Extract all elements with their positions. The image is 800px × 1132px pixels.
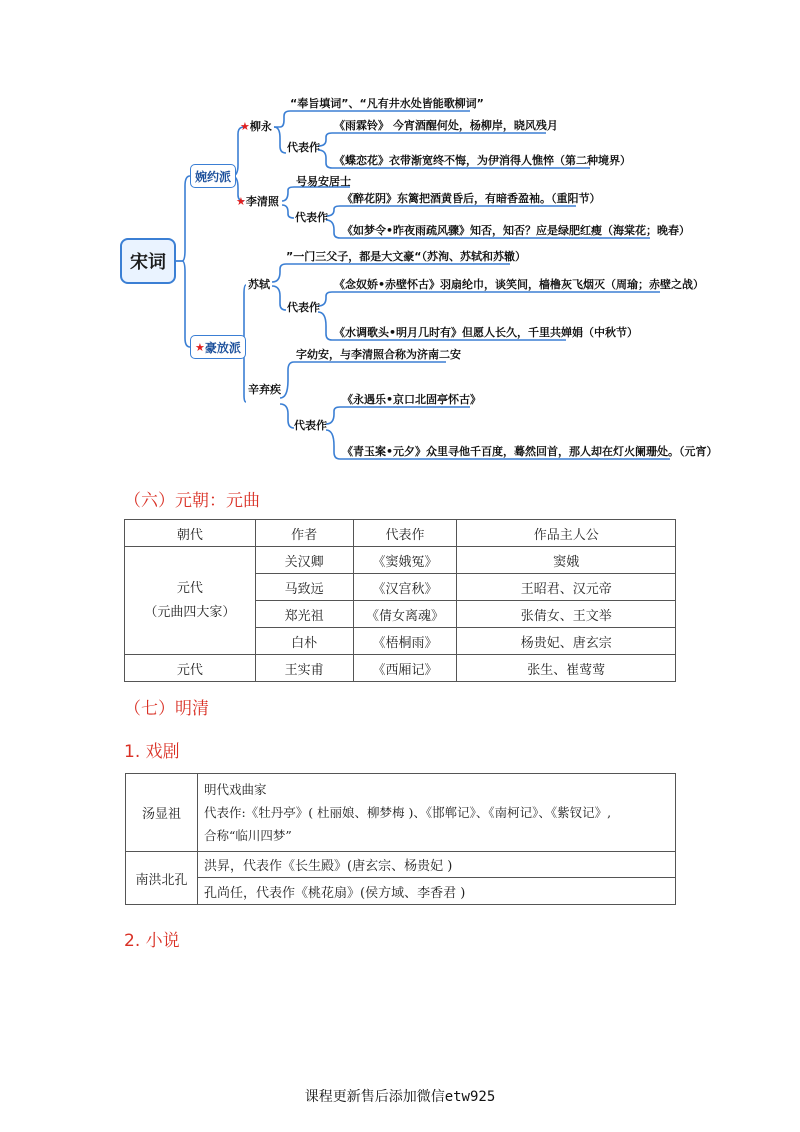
tang-name-cell: 汤显祖 [126, 774, 198, 852]
star-icon: ★ [240, 120, 250, 133]
star-icon: ★ [236, 195, 246, 208]
liuyong-work-1: 《雨霖铃》 今宵酒醒何处，杨柳岸，晓风残月 [334, 119, 558, 132]
work-cell: 《倩女离魂》 [353, 601, 457, 628]
node-wanyue-school [190, 164, 236, 188]
liqingzhao-rep-label: 代表作 [295, 211, 328, 224]
xinqiji-work-2: 《青玉案•元夕》众里寻他千百度，蓦然回首，那人却在灯火阑珊处。（元宵） [342, 445, 718, 458]
section7-heading: （七）明清 [124, 699, 209, 719]
liuyong-note: “奉旨填词”、“凡有井水处皆能歌柳词” [290, 97, 484, 110]
header-work: 代表作 [353, 520, 457, 547]
header-author: 作者 [255, 520, 353, 547]
section6-heading: （六）元朝：元曲 [124, 491, 260, 511]
node-liuyong [240, 120, 272, 134]
liqingzhao-name: 李清照 [245, 195, 279, 208]
root-node-songci: 宋词 [120, 238, 176, 284]
drama-table [125, 773, 676, 905]
group-note: （元曲四大家） [144, 604, 236, 620]
author-cell: 王实甫 [255, 655, 353, 682]
table-row [126, 878, 676, 905]
song-ci-mindmap [0, 0, 800, 470]
xinqiji-work-1: 《永遇乐•京口北固亭怀古》 [342, 393, 482, 406]
yuan-qu-table [124, 519, 676, 682]
novel-heading: 2. 小说 [124, 931, 180, 951]
footer-note: 课程更新售后添加微信etw925 [304, 1089, 496, 1105]
work-cell: 《梧桐雨》 [353, 628, 457, 655]
wanyue-label: 婉约派 [195, 169, 232, 184]
header-protagonist: 作品主人公 [457, 520, 676, 547]
group-dynasty-cell [125, 547, 256, 655]
table-row [126, 774, 676, 852]
sushi-note: ”一门三父子，都是大文豪“（苏洵、苏轼和苏辙） [286, 250, 526, 263]
node-sushi: 苏轼 [248, 278, 270, 291]
drama-heading: 1. 戏剧 [124, 742, 180, 762]
liuyong-name: 柳永 [249, 120, 272, 133]
tang-line-2: 代表作:《牡丹亭》( 杜丽娘、柳梦梅 )、《邯郸记》、《南柯记》、《紫钗记》, [204, 805, 612, 820]
liqingzhao-work-2: 《如梦令•昨夜雨疏风骤》知否，知否？应是绿肥红瘦（海棠花；晚春） [342, 224, 691, 237]
node-xinqiji: 辛弃疾 [248, 383, 281, 396]
table-header-row [125, 520, 676, 547]
sushi-rep-label: 代表作 [287, 301, 320, 314]
star-icon: ★ [195, 340, 205, 354]
nanhong-name-cell: 南洪北孔 [126, 852, 198, 905]
author-cell: 关汉卿 [255, 547, 353, 574]
dynasty-cell: 元代 [125, 655, 256, 682]
sushi-work-2: 《水调歌头•明月几时有》但愿人长久，千里共婵娟（中秋节） [334, 326, 639, 339]
table-row [126, 852, 676, 878]
nanhong-line-2: 孔尚任，代表作《桃花扇》(侯方域、李香君 ) [198, 878, 676, 905]
liqingzhao-work-1: 《醉花阴》东篱把酒黄昏后，有暗香盈袖。（重阳节） [342, 192, 601, 205]
liuyong-work-2: 《蝶恋花》衣带渐宽终不悔，为伊消得人憔悴（第二种境界） [334, 154, 631, 167]
protagonist-cell: 张倩女、王文举 [457, 601, 676, 628]
protagonist-cell: 张生、崔莺莺 [457, 655, 676, 682]
xinqiji-note: 字幼安，与李清照合称为济南二安 [296, 348, 461, 361]
table-row [125, 655, 676, 682]
author-cell: 白朴 [255, 628, 353, 655]
node-liqingzhao [236, 195, 279, 209]
tang-line-3: 合称“临川四梦” [204, 828, 292, 843]
table-row [125, 547, 676, 574]
liuyong-rep-label: 代表作 [287, 141, 320, 154]
protagonist-cell: 王昭君、汉元帝 [457, 574, 676, 601]
work-cell: 《汉宫秋》 [353, 574, 457, 601]
work-cell: 《窦娥冤》 [353, 547, 457, 574]
liqingzhao-note: 号易安居士 [296, 175, 351, 188]
header-dynasty: 朝代 [125, 520, 256, 547]
protagonist-cell: 窦娥 [457, 547, 676, 574]
haofang-label: 豪放派 [204, 340, 241, 355]
author-cell: 马致远 [255, 574, 353, 601]
nanhong-line-1: 洪昇，代表作《长生殿》(唐玄宗、杨贵妃 ) [198, 852, 676, 878]
node-haofang-school [190, 335, 246, 359]
author-cell: 郑光祖 [255, 601, 353, 628]
work-cell: 《西厢记》 [353, 655, 457, 682]
xinqiji-rep-label: 代表作 [294, 419, 327, 432]
sushi-work-1: 《念奴娇•赤壁怀古》羽扇纶巾，谈笑间，樯橹灰飞烟灭（周瑜；赤壁之战） [334, 278, 705, 291]
group-dynasty: 元代 [176, 580, 203, 596]
protagonist-cell: 杨贵妃、唐玄宗 [457, 628, 676, 655]
tang-line-1: 明代戏曲家 [204, 782, 267, 797]
tang-detail-cell [198, 774, 676, 852]
